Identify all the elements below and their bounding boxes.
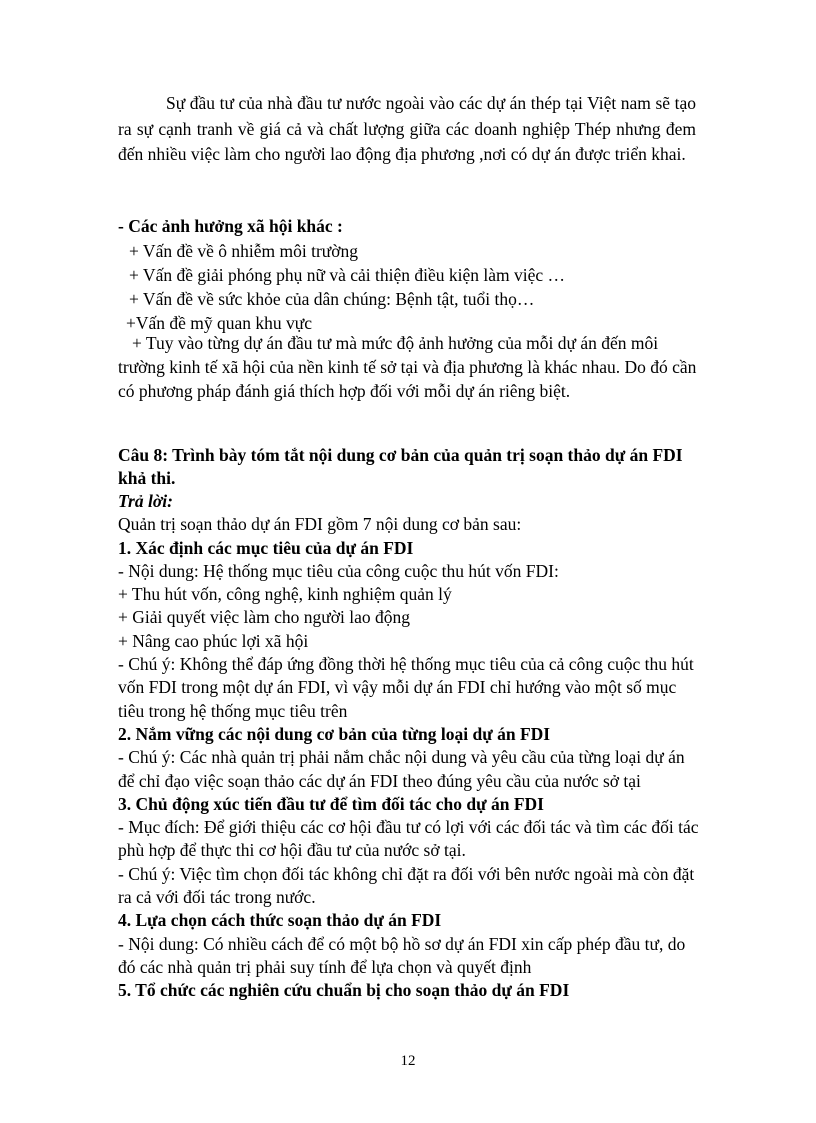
section-5-heading: 5. Tổ chức các nghiên cứu chuẩn bị cho soạn thảo dự án FDI	[118, 980, 570, 1001]
section-4-heading: 4. Lựa chọn cách thức soạn thảo dự án FDI	[118, 910, 442, 931]
list-item: +Vấn đề mỹ quan khu vực	[126, 313, 313, 333]
question-heading: Câu 8: Trình bày tóm tắt nội dung cơ bản của quản trị soạn thảo dự án FDI khả thi.	[118, 445, 683, 488]
section-2-note: - Chú ý: Các nhà quản trị phải nắm chắc nội dung và yêu cầu của từng loại dự án để chỉ đạo việc soạn thảo các dự án FDI theo đúng yêu cầu của nước sở tại	[118, 747, 685, 791]
section-1-content: - Nội dung: Hệ thống mục tiêu của công cuộc thu hút vốn FDI:	[118, 560, 559, 581]
list-item: + Nâng cao phúc lợi xã hội	[118, 630, 309, 651]
answer-intro: Quản trị soạn thảo dự án FDI gồm 7 nội dung cơ bản sau:	[118, 514, 522, 535]
section-2-heading: 2. Nắm vững các nội dung cơ bản của từng loại dự án FDI	[118, 723, 551, 744]
list-item: + Vấn đề giải phóng phụ nữ và cải thiện điều kiện làm việc …	[129, 265, 566, 285]
section-3-purpose: - Mục đích: Để giới thiệu các cơ hội đầu tư có lợi với các đối tác và tìm các đối tác phù hợp để thực thi cơ hội đầu tư của nước sở tại.	[118, 817, 699, 861]
list-item: + Vấn đề về ô nhiễm môi trường	[129, 241, 359, 261]
answer-block	[118, 490, 700, 1003]
section-3-heading: 3. Chủ động xúc tiến đầu tư để tìm đối tác cho dự án FDI	[118, 793, 544, 814]
list-item: + Vấn đề về sức khỏe của dân chúng: Bệnh tật, tuổi thọ…	[129, 289, 535, 309]
answer-label: Trả lời:	[118, 491, 173, 511]
list-item: + Giải quyết việc làm cho người lao động	[118, 607, 411, 628]
impact-paragraph: + Tuy vào từng dự án đầu tư mà mức độ ảnh hưởng của mỗi dự án đến môi trường kinh tế xã hội của nền kinh tế sở tại và địa phương là khác nhau. Do đó cần có phương pháp đánh giá thích hợp đối với mỗi dự án riêng biệt.	[118, 333, 697, 401]
section-3-note: - Chú ý: Việc tìm chọn đối tác không chỉ đặt ra đối với bên nước ngoài mà còn đặt ra cả với đối tác trong nước.	[118, 863, 695, 908]
page-number: 12	[400, 1053, 416, 1069]
social-effects-list	[126, 239, 699, 335]
intro-paragraph: Sự đầu tư của nhà đầu tư nước ngoài vào các dự án thép tại Việt nam sẽ tạo ra sự cạnh tranh về giá cả và chất lượng giữa các doanh nghiệp Thép nhưng đem đến nhiều việc làm cho người lao động địa phương ,nơi có dự án được triển khai.	[118, 93, 696, 164]
section-4-content: - Nội dung: Có nhiều cách để có một bộ hồ sơ dự án FDI xin cấp phép đầu tư, do đó các nhà quản trị phải suy tính để lựa chọn và quyết định	[118, 933, 686, 977]
list-item: + Thu hút vốn, công nghệ, kinh nghiệm quản lý	[118, 584, 452, 605]
social-effects-heading: - Các ảnh hưởng xã hội khác :	[118, 216, 343, 236]
section-1-heading: 1. Xác định các mục tiêu của dự án FDI	[118, 537, 414, 558]
section-1-note: - Chú ý: Không thể đáp ứng đồng thời hệ thống mục tiêu của cả công cuộc thu hút vốn FDI trong một dự án FDI, vì vậy mỗi dự án FDI chỉ hướng vào một số mục tiêu trong hệ thống mục tiêu trên	[118, 654, 694, 721]
